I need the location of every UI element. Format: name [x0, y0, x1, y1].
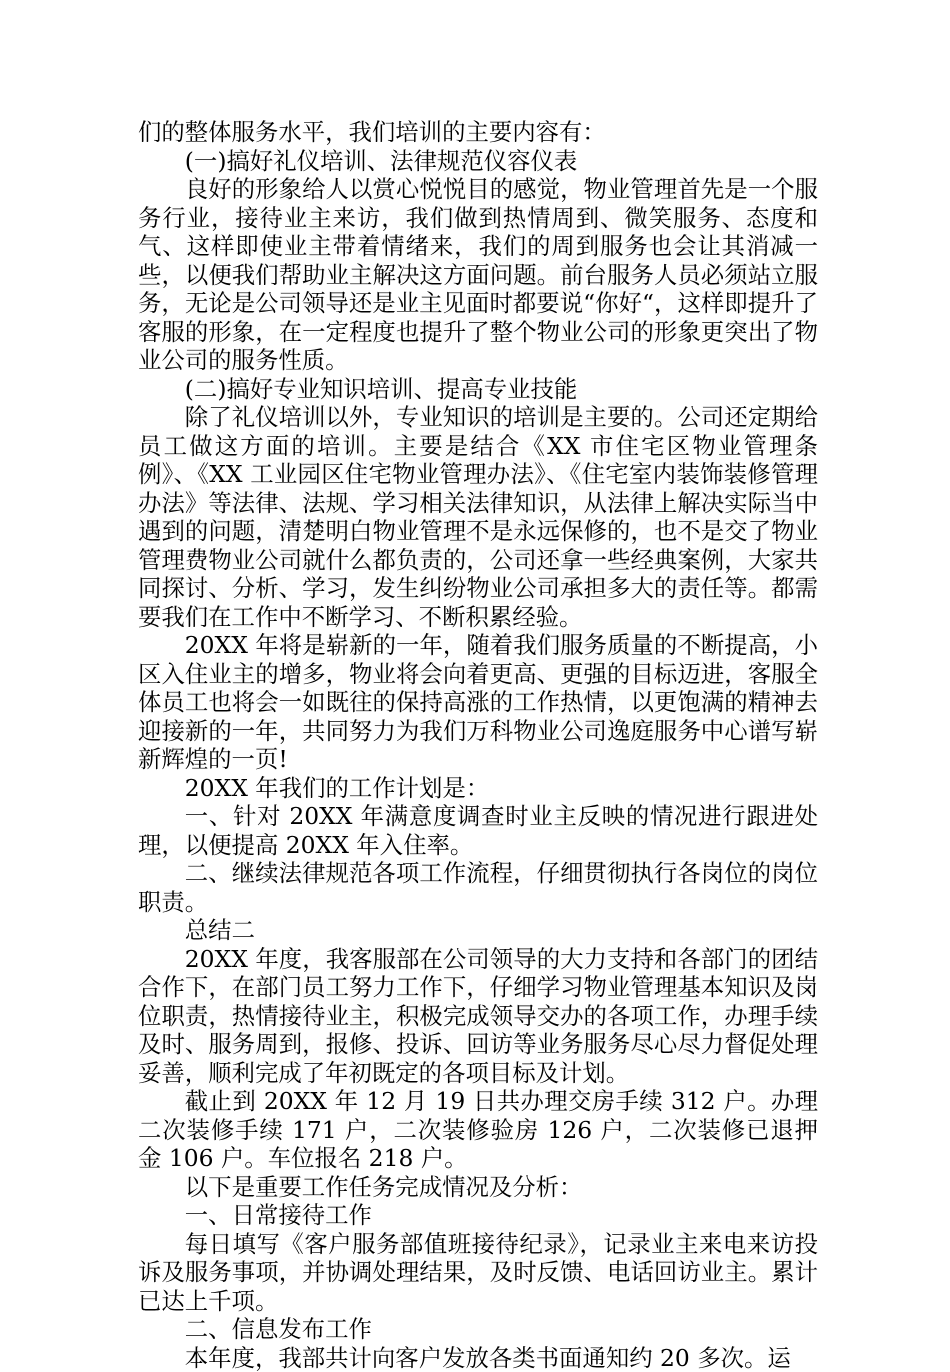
paragraph: 良好的形象给人以赏心悦悦目的感觉，物业管理首先是一个服务行业，接待业主来访，我们做到热情周到、微笑服务、态度和气、这样即使业主带着情绪来，我们的周到服务也会让其消减一些，以便我们帮助业主解决这方面问题。前台服务人员必须站立服务，无论是公司领导还是业主见面时都要说“你好“，这样即提升了客服的形象，在一定程度也提升了整个物业公司的形象更突出了物业公司的服务性质。	[138, 175, 818, 375]
paragraph: 20XX 年度，我客服部在公司领导的大力支持和各部门的团结合作下，在部门员工努力工作下，仔细学习物业管理基本知识及岗位职责，热情接待业主，积极完成领导交办的各项工作，办理手续及时、服务周到，报修、投诉、回访等业务服务尽心尽力督促处理妥善，顺利完成了年初既定的各项目标及计划。	[138, 945, 818, 1088]
list-item: 二、继续法律规范各项工作流程，仔细贯彻执行各岗位的岗位职责。	[138, 859, 818, 916]
paragraph: 以下是重要工作任务完成情况及分析：	[138, 1173, 818, 1202]
paragraph: 每日填写《客户服务部值班接待纪录》，记录业主来电来访投诉及服务事项，并协调处理结果，及时反馈、电话回访业主。累计已达上千项。	[138, 1230, 818, 1316]
paragraph: 除了礼仪培训以外，专业知识的培训是主要的。公司还定期给员工做这方面的培训。主要是结合《XX 市住宅区物业管理条例》、《XX 工业园区住宅物业管理办法》、《住宅室内装饰装修管理办法》等法律、法规、学习相关法律知识，从法律上解决实际当中遇到的问题，清楚明白物业管理不是永远保修的，也不是交了物业管理费物业公司就什么都负责的，公司还拿一些经典案例，大家共同探讨、分析、学习，发生纠纷物业公司承担多大的责任等。都需要我们在工作中不断学习、不断积累经验。	[138, 403, 818, 631]
section-heading: (二)搞好专业知识培训、提高专业技能	[138, 375, 818, 404]
paragraph: 20XX 年将是崭新的一年，随着我们服务质量的不断提高，小区入住业主的增多，物业将会向着更高、更强的目标迈进，客服全体员工也将会一如既往的保持高涨的工作热情，以更饱满的精神去迎接新的一年，共同努力为我们万科物业公司逸庭服务中心谱写崭新辉煌的一页!	[138, 631, 818, 774]
list-item: 一、针对 20XX 年满意度调查时业主反映的情况进行跟进处理，以便提高 20XX 年入住率。	[138, 802, 818, 859]
paragraph: 20XX 年我们的工作计划是：	[138, 774, 818, 803]
paragraph: 们的整体服务水平，我们培训的主要内容有：	[138, 118, 818, 147]
paragraph: 本年度，我部共计向客户发放各类书面通知约 20 多次。运	[138, 1344, 818, 1372]
section-heading: 二、信息发布工作	[138, 1315, 818, 1344]
paragraph: 截止到 20XX 年 12 月 19 日共办理交房手续 312 户。办理二次装修手续 171 户，二次装修验房 126 户，二次装修已退押金 106 户。车位报名 218 户。	[138, 1087, 818, 1173]
document-body	[138, 118, 818, 1372]
section-heading: 总结二	[138, 916, 818, 945]
section-heading: (一)搞好礼仪培训、法律规范仪容仪表	[138, 147, 818, 176]
section-heading: 一、日常接待工作	[138, 1201, 818, 1230]
